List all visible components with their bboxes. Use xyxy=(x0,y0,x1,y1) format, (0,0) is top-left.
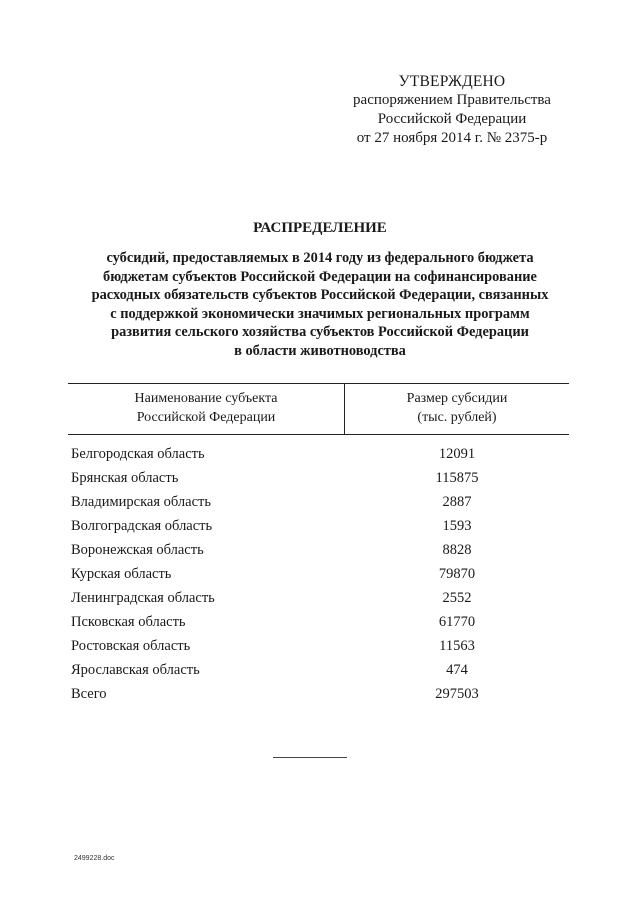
approval-line-2: Российской Федерации xyxy=(377,111,527,127)
region-name: Владимирская область xyxy=(71,494,211,510)
document-file-id: 2499228.doc xyxy=(74,855,115,862)
subsidy-amount: 2887 xyxy=(442,494,472,510)
subsidy-amount: 61770 xyxy=(438,614,476,630)
subtitle-line: в области животноводства xyxy=(234,342,406,359)
total-label: Всего xyxy=(71,686,107,702)
subsidy-amount: 1593 xyxy=(442,518,472,534)
subtitle-line: бюджетам субъектов Российской Федерации на софинансирование xyxy=(103,268,537,285)
document-end-line xyxy=(273,757,347,758)
table-row xyxy=(68,658,569,682)
subsidy-amount: 79870 xyxy=(438,566,476,582)
header-text: Размер субсидии xyxy=(406,391,508,406)
subsidy-amount: 8828 xyxy=(442,542,472,558)
subtitle-line: развития сельского хозяйства субъектов Российской Федерации xyxy=(111,324,529,341)
document-title: РАСПРЕДЕЛЕНИЕ xyxy=(253,220,387,236)
table-row xyxy=(68,538,569,562)
table-row xyxy=(68,442,569,466)
approval-line-3: от 27 ноября 2014 г. № 2375-р xyxy=(356,130,548,146)
region-name: Ростовская область xyxy=(71,638,191,654)
approval-stamp: УТВЕРЖДЕНО xyxy=(398,73,506,90)
table-row xyxy=(68,610,569,634)
region-name: Воронежская область xyxy=(71,542,204,558)
subsidy-amount: 11563 xyxy=(439,638,475,654)
header-text: Российской Федерации xyxy=(136,410,276,425)
region-name: Псковская область xyxy=(71,614,186,630)
total-amount: 297503 xyxy=(435,686,479,702)
table-header xyxy=(68,383,569,435)
subsidy-amount: 2552 xyxy=(442,590,472,606)
table-row xyxy=(68,634,569,658)
subtitle-line: с поддержкой экономически значимых региональных программ xyxy=(110,305,530,322)
table-row xyxy=(68,586,569,610)
table-row xyxy=(68,562,569,586)
document-subtitle xyxy=(70,249,570,361)
subtitle-line: расходных обязательств субъектов Российской Федерации, связанных xyxy=(91,287,549,304)
subsidy-amount: 115875 xyxy=(435,470,479,486)
region-name: Белгородская область xyxy=(71,446,205,462)
column-header-region xyxy=(68,389,344,427)
table-row xyxy=(68,514,569,538)
table-row xyxy=(68,490,569,514)
region-name: Волгоградская область xyxy=(71,518,213,534)
subsidy-amount: 474 xyxy=(446,662,468,678)
table-row-total xyxy=(68,682,569,706)
header-text: Наименование субъекта xyxy=(134,391,278,406)
column-header-amount xyxy=(345,389,569,427)
approval-line-1: распоряжением Правительства xyxy=(353,92,551,108)
approval-block xyxy=(336,72,568,148)
subsidy-amount: 12091 xyxy=(438,446,476,462)
table-body xyxy=(68,442,569,706)
table-row xyxy=(68,466,569,490)
region-name: Курская область xyxy=(71,566,172,582)
region-name: Ленинградская область xyxy=(71,590,215,606)
region-name: Ярославская область xyxy=(71,662,200,678)
subtitle-line: субсидий, предоставляемых в 2014 году из федерального бюджета xyxy=(106,250,534,266)
header-text: (тыс. рублей) xyxy=(417,410,497,425)
subsidy-table xyxy=(68,383,569,706)
region-name: Брянская область xyxy=(71,470,179,486)
